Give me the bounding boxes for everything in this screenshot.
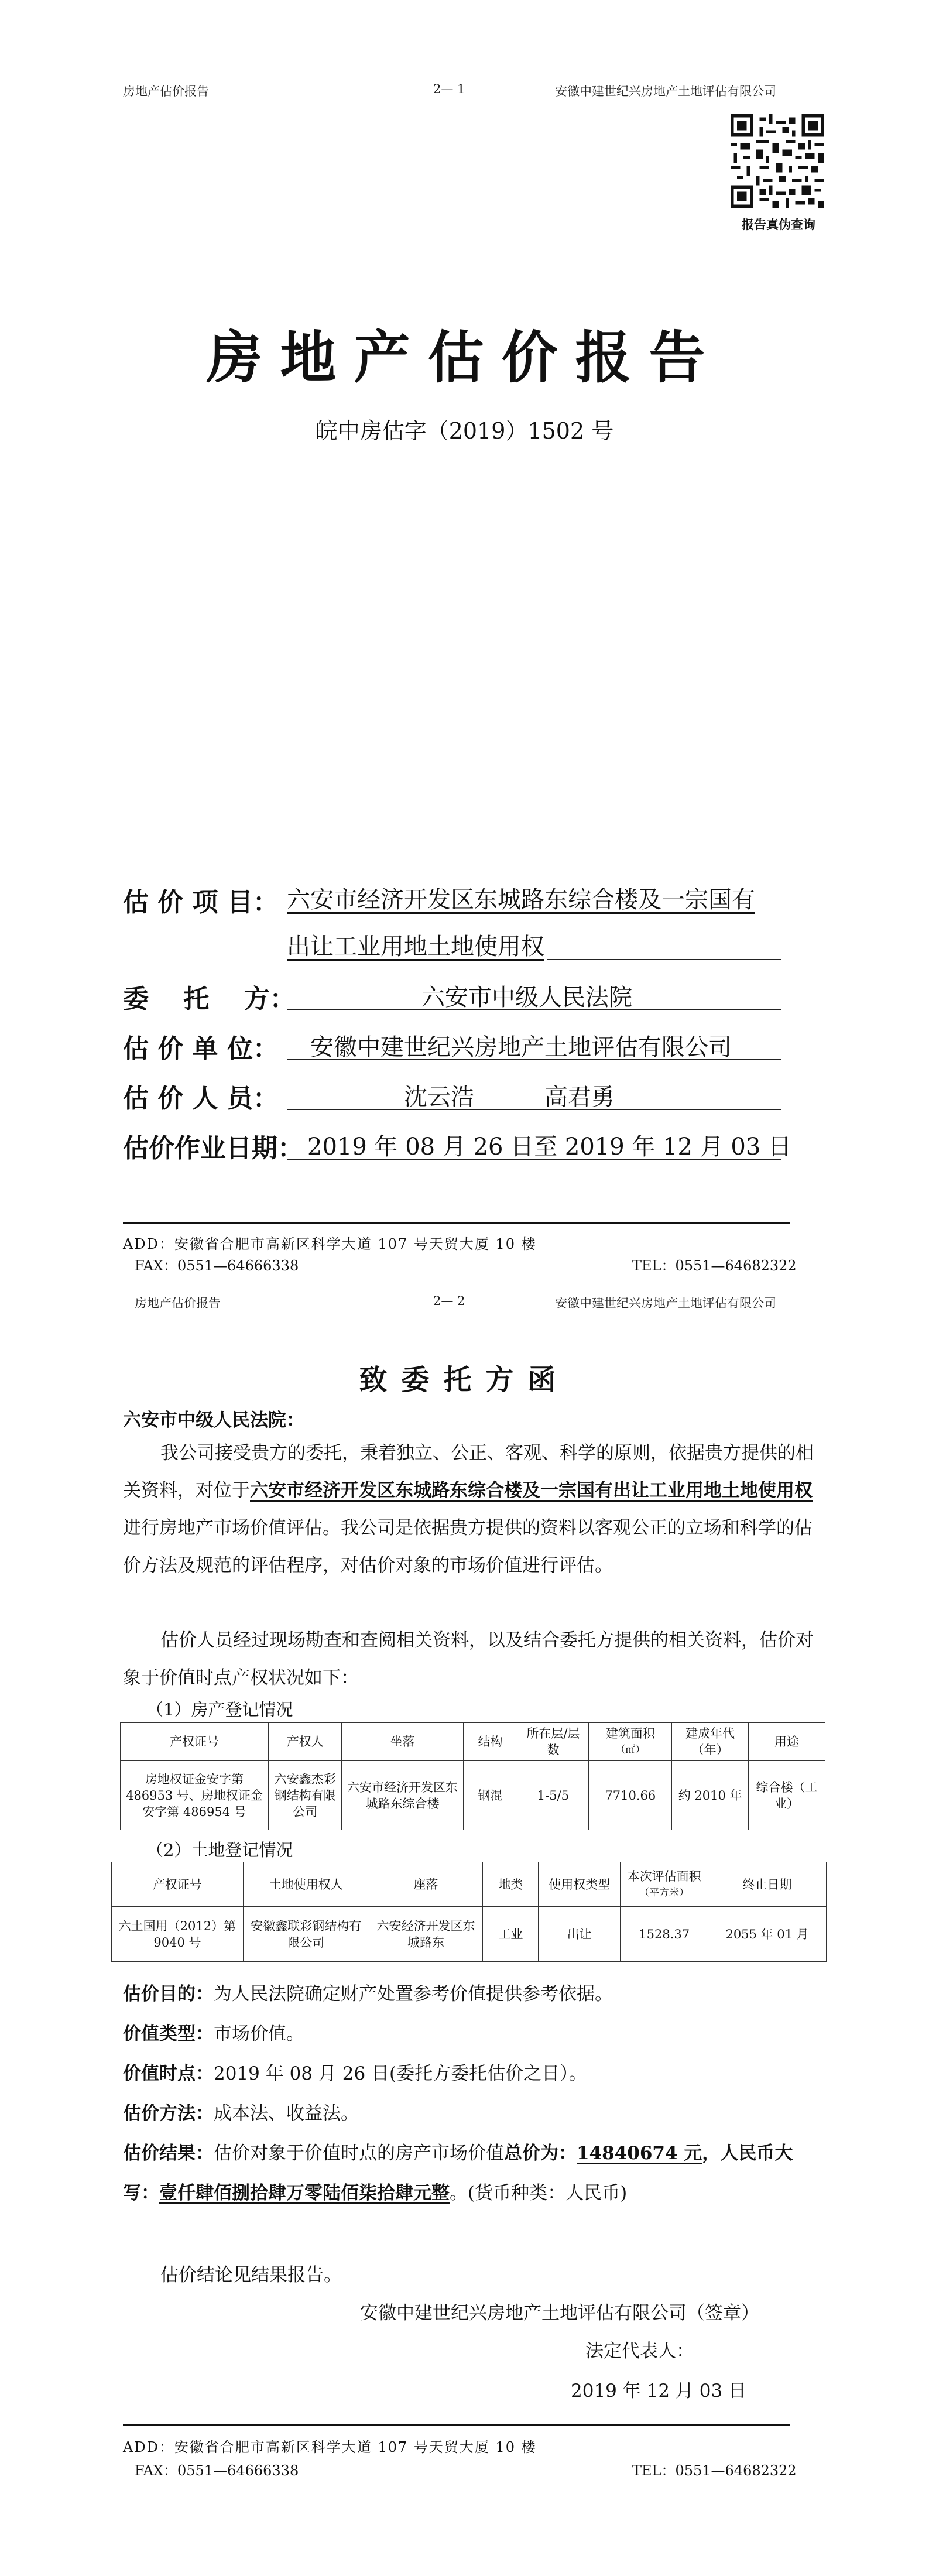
table-row xyxy=(121,1761,825,1830)
land-cell-enddate: 2055 年 01 月 xyxy=(708,1907,827,1962)
item-value-date xyxy=(123,2058,587,2085)
report-number: 皖中房估字（2019）1502 号 xyxy=(315,418,614,444)
house-header-year-label: 建成年代 xyxy=(685,1727,735,1741)
house-cell-structure: 钢混 xyxy=(463,1761,517,1830)
page2-footer-tel: TEL：0551—64682322 xyxy=(632,2462,797,2479)
result-label: 估价结果： xyxy=(123,2143,214,2164)
field-underline-appraisers xyxy=(287,1109,781,1110)
signature-date: 2019 年 12 月 03 日 xyxy=(571,2380,747,2402)
house-header-structure: 结构 xyxy=(463,1723,517,1761)
item-value-date-value: 2019 年 08 月 26 日(委托方委托估价之日）。 xyxy=(214,2063,587,2084)
house-cell-owner: 六安鑫杰彩钢结构有限公司 xyxy=(269,1761,342,1830)
field-underline-appraiser-org xyxy=(287,1059,781,1060)
house-header-area-unit: （㎡） xyxy=(615,1744,646,1756)
qr-caption: 报告真伪查询 xyxy=(742,217,815,232)
page1-footer-address: ADD：安徽省合肥市高新区科学大道 107 号天贸大厦 10 楼 xyxy=(123,1236,537,1252)
field-label-appraiser-org: 估 价 单 位： xyxy=(123,1034,279,1064)
land-header-area xyxy=(621,1862,708,1907)
house-header-cert: 产权证号 xyxy=(121,1723,269,1761)
field-value-client: 六安市中级人民法院 xyxy=(421,984,632,1011)
letter-addressee: 六安市中级人民法院： xyxy=(123,1410,304,1431)
item-purpose xyxy=(123,1979,613,2005)
house-cell-location: 六安市经济开发区东城路东综合楼 xyxy=(342,1761,463,1830)
field-underline-project xyxy=(547,959,781,960)
table-row xyxy=(112,1907,827,1962)
land-header-area-label: 本次评估面积 xyxy=(627,1869,701,1883)
land-header-enddate: 终止日期 xyxy=(708,1862,827,1907)
item-purpose-label: 估价目的： xyxy=(123,1984,214,2005)
house-cell-area: 7710.66 xyxy=(589,1761,672,1830)
land-section-title: （2）土地登记情况 xyxy=(146,1840,293,1860)
page2-footer-fax: FAX：0551—64666338 xyxy=(135,2462,299,2479)
item-value-type-value: 市场价值。 xyxy=(214,2023,304,2044)
house-cell-use: 综合楼（工业） xyxy=(749,1761,825,1830)
page1-footer-fax: FAX：0551—64666338 xyxy=(135,1258,299,1274)
house-header-area-label: 建筑面积 xyxy=(605,1727,655,1741)
field-value-project-line2: 出让工业用地土地使用权 xyxy=(287,933,544,960)
field-value-project-line1: 六安市经济开发区东城路东综合楼及一宗国有 xyxy=(287,886,755,913)
item-value-date-label: 价值时点： xyxy=(123,2063,214,2084)
result-rmb-label: ，人民币大写： xyxy=(123,2143,793,2204)
house-header-location: 坐落 xyxy=(342,1723,463,1761)
house-header-use: 用途 xyxy=(749,1723,825,1761)
report-title: 房地产估价报告 xyxy=(206,325,723,390)
page2-header-page: 2— 2 xyxy=(433,1294,465,1308)
page1-footer-tel: TEL：0551—64682322 xyxy=(632,1258,797,1274)
land-cell-holder: 安徽鑫联彩钢结构有限公司 xyxy=(243,1907,369,1962)
field-label-appraisers: 估 价 人 员： xyxy=(123,1084,279,1114)
item-value-type xyxy=(123,2019,304,2045)
field-value-appraiser-org: 安徽中建世纪兴房地产土地评估有限公司 xyxy=(310,1034,732,1061)
result-currency: 。(货币种类：人民币) xyxy=(450,2183,628,2204)
letter-paragraph-1 xyxy=(123,1434,820,1584)
qr-code-icon[interactable] xyxy=(731,114,824,208)
page2-header-right: 安徽中建世纪兴房地产土地评估有限公司 xyxy=(555,1296,776,1310)
land-cell-landtype: 工业 xyxy=(483,1907,539,1962)
para1-subject: 六安市经济开发区东城路东综合楼及一宗国有出让工业用地土地使用权 xyxy=(250,1480,813,1501)
page2-footer-address: ADD：安徽省合肥市高新区科学大道 107 号天贸大厦 10 楼 xyxy=(123,2439,537,2455)
house-header-floors: 所在层/层数 xyxy=(517,1723,589,1761)
page1-header-left: 房地产估价报告 xyxy=(123,84,209,98)
item-method-label: 估价方法： xyxy=(123,2103,214,2124)
letter-paragraph-2: 估价人员经过现场勘查和查阅相关资料，以及结合委托方提供的相关资料，估价对象于价值时点产权状况如下： xyxy=(123,1630,814,1688)
item-purpose-value: 为人民法院确定财产处置参考价值提供参考依据。 xyxy=(214,1984,613,2005)
page1-header-right: 安徽中建世纪兴房地产土地评估有限公司 xyxy=(555,84,776,98)
land-header-location: 座落 xyxy=(369,1862,483,1907)
field-value-appraisers: 沈云浩 高君勇 xyxy=(404,1084,615,1111)
land-cell-area: 1528.37 xyxy=(621,1907,708,1962)
land-cell-location: 六安经济开发区东城路东 xyxy=(369,1907,483,1962)
land-header-cert: 产权证号 xyxy=(112,1862,244,1907)
result-amount: 14840674 元 xyxy=(577,2143,702,2164)
land-header-holder: 土地使用权人 xyxy=(243,1862,369,1907)
field-underline-client xyxy=(287,1009,781,1010)
land-header-righttype: 使用权类型 xyxy=(539,1862,621,1907)
house-header-area xyxy=(589,1723,672,1761)
page1-footer-rule xyxy=(123,1222,790,1224)
para1-intro: 我公司接受贵方的委托，秉着独立、公正、客观、科学的原则，依据贵方提供的相关资料，对位于 xyxy=(123,1443,814,1501)
field-label-client: 委 托 方： xyxy=(123,984,296,1014)
house-header-year-unit: （年） xyxy=(691,1743,729,1757)
page1-header-page: 2— 1 xyxy=(433,82,465,96)
item-value-type-label: 价值类型： xyxy=(123,2023,214,2044)
field-value-work-date: 2019 年 08 月 26 日至 2019 年 12 月 03 日 xyxy=(307,1133,792,1160)
house-registration-table xyxy=(120,1722,825,1830)
land-cell-righttype: 出让 xyxy=(539,1907,621,1962)
result-amount-upper: 壹仟肆佰捌拾肆万零陆佰柒拾肆元整 xyxy=(159,2183,450,2204)
house-cell-cert: 房地权证金安字第 486953 号、房地权证金安字第 486954 号 xyxy=(121,1761,269,1830)
result-pre: 估价对象于价值时点的房产市场价值 xyxy=(214,2143,504,2164)
house-cell-floors: 1-5/5 xyxy=(517,1761,589,1830)
item-method-value: 成本法、收益法。 xyxy=(214,2103,359,2124)
field-label-work-date: 估价作业日期： xyxy=(123,1133,303,1163)
para1-rest: 进行房地产市场价值评估。我公司是依据贵方提供的资料以客观公正的立场和科学的估价方法及规范的评估程序，对估价对象的市场价值进行评估。 xyxy=(123,1517,813,1576)
house-header-year xyxy=(672,1723,749,1761)
conclusion-note: 估价结论见结果报告。 xyxy=(160,2265,342,2286)
letter-title: 致委托方函 xyxy=(359,1364,570,1396)
land-registration-table xyxy=(111,1862,827,1962)
page2-footer-rule xyxy=(123,2424,790,2426)
land-header-landtype: 地类 xyxy=(483,1862,539,1907)
house-cell-year: 约 2010 年 xyxy=(672,1761,749,1830)
valuation-result xyxy=(123,2133,820,2213)
page2-header-left: 房地产估价报告 xyxy=(135,1296,221,1310)
signature-representative: 法定代表人： xyxy=(585,2341,694,2362)
house-section-title: （1）房产登记情况 xyxy=(146,1700,293,1719)
land-cell-cert: 六土国用（2012）第 9040 号 xyxy=(112,1907,244,1962)
field-label-project: 估 价 项 目： xyxy=(123,888,279,917)
house-header-owner: 产权人 xyxy=(269,1723,342,1761)
item-method xyxy=(123,2098,359,2125)
result-total-label: 总价为： xyxy=(504,2143,577,2164)
signature-company: 安徽中建世纪兴房地产土地评估有限公司（签章） xyxy=(360,2303,759,2324)
land-header-area-unit: （平方米） xyxy=(639,1886,690,1899)
field-underline-work-date xyxy=(287,1159,781,1160)
